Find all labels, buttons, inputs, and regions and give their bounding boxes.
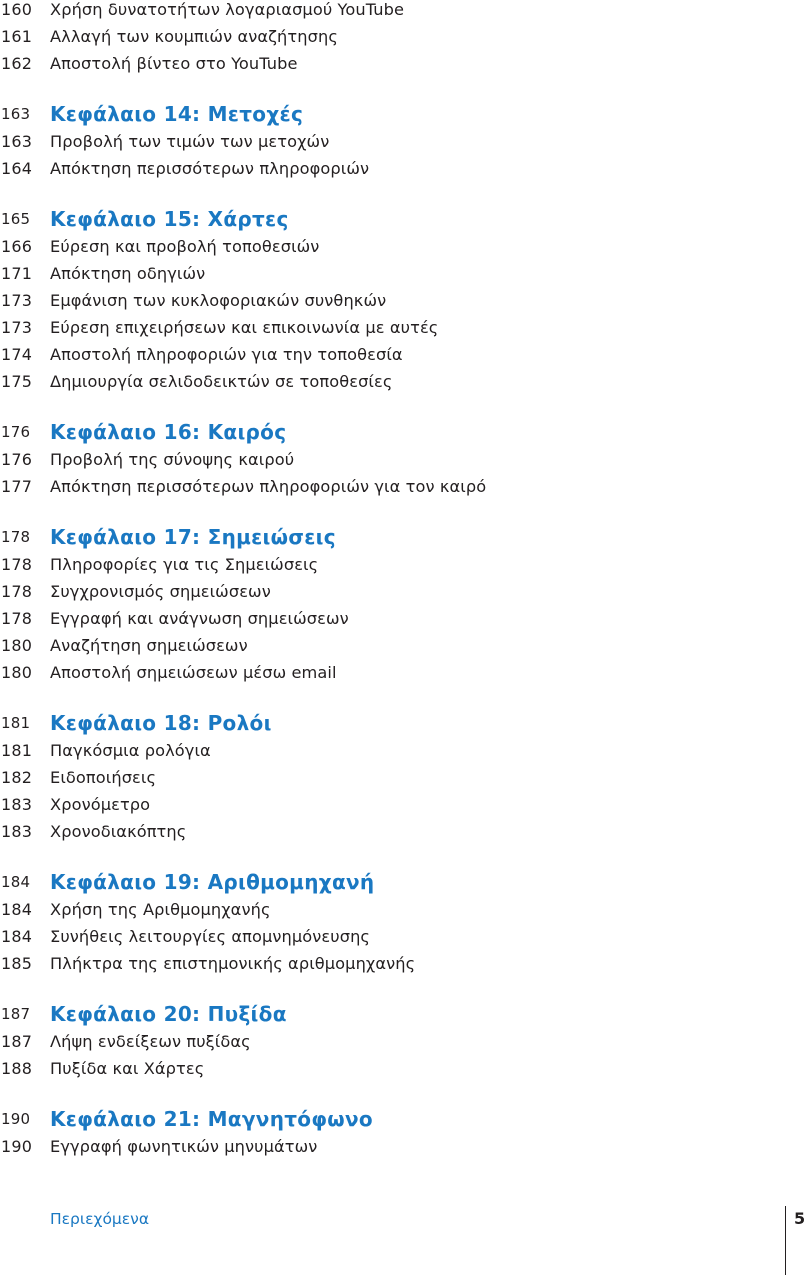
toc-chapter-heading[interactable] xyxy=(0,1002,287,1026)
toc-entry-title: Πληροφορίες για τις Σημειώσεις xyxy=(50,554,319,574)
toc-entry-title: Πλήκτρα της επιστημονικής αριθμομηχανής xyxy=(50,953,416,973)
toc-page-number: 160 xyxy=(1,0,33,19)
toc-entry-title: Απόκτηση περισσότερων πληροφοριών για τον καιρό xyxy=(50,476,487,496)
toc-entry[interactable] xyxy=(0,738,211,762)
toc-chapter-heading[interactable] xyxy=(0,207,289,231)
toc-page-number: 178 xyxy=(1,608,33,628)
toc-page-number: 190 xyxy=(1,1110,31,1128)
toc-entry-title: Απόκτηση περισσότερων πληροφοριών xyxy=(50,158,370,178)
toc-entry-title: Εμφάνιση των κυκλοφοριακών συνθηκών xyxy=(50,290,387,310)
toc-entry-title: Παγκόσμια ρολόγια xyxy=(50,740,211,760)
toc-page-number: 177 xyxy=(1,476,33,496)
toc-entry[interactable] xyxy=(0,765,156,789)
toc-entry[interactable] xyxy=(0,552,318,576)
toc-entry-title: Αποστολή σημειώσεων μέσω email xyxy=(50,662,337,682)
toc-chapter-heading[interactable] xyxy=(0,711,272,735)
toc-chapter-title: Κεφάλαιο 18: Ρολόι xyxy=(50,711,272,735)
toc-entry-title: Αποστολή βίντεο στο YouTube xyxy=(50,53,298,73)
toc-entry[interactable] xyxy=(0,447,294,471)
toc-page-number: 181 xyxy=(1,714,31,732)
toc-entry[interactable] xyxy=(0,792,150,816)
toc-entry[interactable] xyxy=(0,1029,251,1053)
toc-page-number: 164 xyxy=(1,158,33,178)
toc-entry[interactable] xyxy=(0,924,370,948)
toc-entry[interactable] xyxy=(0,51,298,75)
toc-page-number: 183 xyxy=(1,821,33,841)
toc-entry-title: Εύρεση επιχειρήσεων και επικοινωνία με αυτές xyxy=(50,317,439,337)
toc-page-number: 163 xyxy=(1,105,31,123)
toc-page-number: 184 xyxy=(1,926,33,946)
footer-section-label: Περιεχόμενα xyxy=(50,1210,150,1228)
toc-entry-title: Χρονοδιακόπτης xyxy=(50,821,187,841)
toc-chapter-title: Κεφάλαιο 20: Πυξίδα xyxy=(50,1002,287,1026)
toc-chapter-title: Κεφάλαιο 17: Σημειώσεις xyxy=(50,525,336,549)
toc-entry-title: Συγχρονισμός σημειώσεων xyxy=(50,581,271,601)
toc-page-number: 184 xyxy=(1,873,31,891)
toc-entry[interactable] xyxy=(0,24,338,48)
toc-entry-title: Εγγραφή φωνητικών μηνυμάτων xyxy=(50,1136,318,1156)
toc-entry[interactable] xyxy=(0,156,369,180)
toc-entry-title: Αποστολή πληροφοριών για την τοποθεσία xyxy=(50,344,403,364)
toc-page-number: 166 xyxy=(1,236,33,256)
toc-chapter-title: Κεφάλαιο 16: Καιρός xyxy=(50,420,287,444)
toc-chapter-title: Κεφάλαιο 21: Μαγνητόφωνο xyxy=(50,1107,373,1131)
toc-page-number: 180 xyxy=(1,635,33,655)
toc-entry-title: Προβολή των τιμών των μετοχών xyxy=(50,131,330,151)
toc-entry-title: Αλλαγή των κουμπιών αναζήτησης xyxy=(50,26,338,46)
toc-entry-title: Χρήση δυνατοτήτων λογαριασμού YouTube xyxy=(50,0,405,19)
toc-entry-title: Ειδοποιήσεις xyxy=(50,767,157,787)
toc-entry-title: Εύρεση και προβολή τοποθεσιών xyxy=(50,236,320,256)
toc-page-number: 174 xyxy=(1,344,33,364)
toc-page-number: 188 xyxy=(1,1058,33,1078)
toc-entry-title: Πυξίδα και Χάρτες xyxy=(50,1058,205,1078)
toc-page-number: 180 xyxy=(1,662,33,682)
toc-entry[interactable] xyxy=(0,606,349,630)
toc-page-number: 163 xyxy=(1,131,33,151)
toc-entry[interactable] xyxy=(0,951,415,975)
toc-page-number: 171 xyxy=(1,263,33,283)
toc-entry[interactable] xyxy=(0,660,337,684)
toc-page-number: 161 xyxy=(1,26,33,46)
toc-chapter-title: Κεφάλαιο 15: Χάρτες xyxy=(50,207,289,231)
toc-entry-title: Δημιουργία σελιδοδεικτών σε τοποθεσίες xyxy=(50,371,393,391)
toc-entry[interactable] xyxy=(0,897,271,921)
toc-page-number: 181 xyxy=(1,740,33,760)
toc-entry-title: Απόκτηση οδηγιών xyxy=(50,263,206,283)
toc-chapter-heading[interactable] xyxy=(0,870,374,894)
toc-entry[interactable] xyxy=(0,633,248,657)
toc-page-number: 178 xyxy=(1,581,33,601)
toc-page-number: 176 xyxy=(1,449,33,469)
footer-page-number: 5 xyxy=(794,1209,806,1228)
toc-page-number: 182 xyxy=(1,767,33,787)
toc-page-number: 162 xyxy=(1,53,33,73)
toc-page-number: 184 xyxy=(1,899,33,919)
toc-entry[interactable] xyxy=(0,0,404,21)
toc-page-number: 178 xyxy=(1,528,31,546)
toc-page-number: 183 xyxy=(1,794,33,814)
toc-chapter-heading[interactable] xyxy=(0,102,303,126)
toc-entry[interactable] xyxy=(0,819,186,843)
toc-page-number: 190 xyxy=(1,1136,33,1156)
toc-entry[interactable] xyxy=(0,474,486,498)
toc-entry-title: Λήψη ενδείξεων πυξίδας xyxy=(50,1031,251,1051)
toc-entry[interactable] xyxy=(0,288,386,312)
toc-entry-title: Αναζήτηση σημειώσεων xyxy=(50,635,248,655)
toc-entry[interactable] xyxy=(0,234,319,258)
toc-page-number: 173 xyxy=(1,290,33,310)
toc-entry[interactable] xyxy=(0,261,205,285)
toc-page-number: 185 xyxy=(1,953,33,973)
toc-chapter-title: Κεφάλαιο 14: Μετοχές xyxy=(50,102,304,126)
toc-entry[interactable] xyxy=(0,129,329,153)
toc-entry-title: Χρονόμετρο xyxy=(50,794,151,814)
toc-entry[interactable] xyxy=(0,369,392,393)
toc-chapter-title: Κεφάλαιο 19: Αριθμομηχανή xyxy=(50,870,375,894)
toc-page-number: 187 xyxy=(1,1005,31,1023)
toc-page-number: 176 xyxy=(1,423,31,441)
toc-entry-title: Εγγραφή και ανάγνωση σημειώσεων xyxy=(50,608,349,628)
toc-entry[interactable] xyxy=(0,315,438,339)
toc-entry-title: Χρήση της Αριθμομηχανής xyxy=(50,899,271,919)
toc-entry-title: Προβολή της σύνοψης καιρού xyxy=(50,449,295,469)
toc-chapter-heading[interactable] xyxy=(0,525,336,549)
toc-entry[interactable] xyxy=(0,1056,204,1080)
toc-page-number: 175 xyxy=(1,371,33,391)
toc-entry[interactable] xyxy=(0,579,271,603)
toc-page-number: 165 xyxy=(1,210,31,228)
toc-chapter-heading[interactable] xyxy=(0,1107,373,1131)
toc-entry-title: Συνήθεις λειτουργίες απομνημόνευσης xyxy=(50,926,371,946)
toc-chapter-heading[interactable] xyxy=(0,420,286,444)
toc-entry[interactable] xyxy=(0,342,403,366)
toc-entry[interactable] xyxy=(0,1134,317,1158)
toc-page-number: 187 xyxy=(1,1031,33,1051)
footer-divider xyxy=(785,1206,786,1275)
toc-page-number: 178 xyxy=(1,554,33,574)
toc-page-number: 173 xyxy=(1,317,33,337)
